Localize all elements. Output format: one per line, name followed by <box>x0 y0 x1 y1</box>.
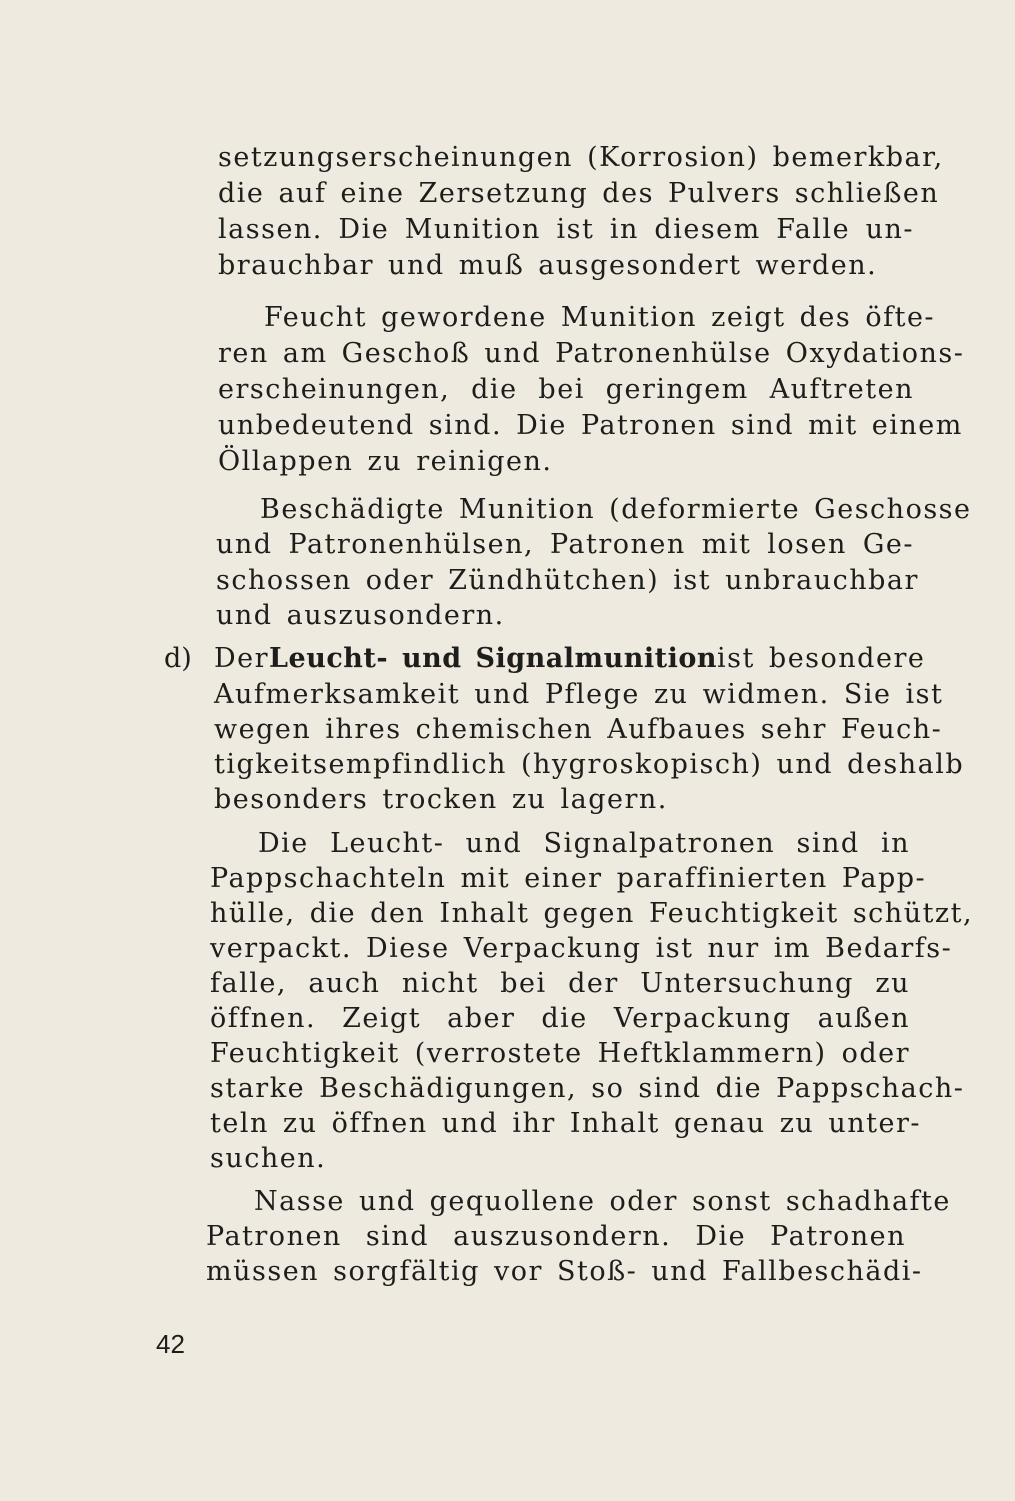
text-line: brauchbar und muß ausgesondert werden. <box>218 250 878 281</box>
text-line: teln zu öffnen und ihr Inhalt genau zu unter- <box>210 1108 922 1139</box>
text-line: Feuchtigkeit (verrostete Heftklammern) oder <box>210 1038 910 1069</box>
text-line: setzungserscheinungen (Korrosion) bemerkbar, <box>218 142 944 173</box>
text-line: verpackt. Diese Verpackung ist nur im Bedarfs- <box>210 933 953 964</box>
text-line: müssen sorgfältig vor Stoß- und Fallbeschädi- <box>206 1256 923 1287</box>
page-number: 42 <box>156 1329 185 1359</box>
text-line: Aufmerksamkeit und Pflege zu widmen. Sie ist <box>214 679 944 710</box>
text-line: unbedeutend sind. Die Patronen sind mit einem <box>218 410 963 441</box>
list-marker-d: d) <box>164 643 192 674</box>
text-line: öffnen. Zeigt aber die Verpackung außen <box>210 1003 910 1034</box>
text-line: erscheinungen, die bei geringem Auftreten <box>218 374 914 405</box>
text-line: starke Beschädigungen, so sind die Pappschach- <box>210 1073 965 1104</box>
text-line: suchen. <box>210 1143 327 1174</box>
text-line: hülle, die den Inhalt gegen Feuchtigkeit schützt, <box>210 898 974 929</box>
text-line: ren am Geschoß und Patronenhülse Oxydations- <box>218 338 965 369</box>
text-line: falle, auch nicht bei der Untersuchung zu <box>210 968 910 999</box>
text-line: Öllappen zu reinigen. <box>218 446 553 477</box>
text-line: Die Leucht- und Signalpatronen sind in <box>258 828 910 859</box>
text-run: Der <box>214 643 270 674</box>
text-line: tigkeitsempfindlich (hygroskopisch) und deshalb <box>214 749 965 780</box>
text-line: Patronen sind auszusondern. Die Patronen <box>206 1221 906 1252</box>
text-line: wegen ihres chemischen Aufbaues sehr Feuch- <box>214 714 943 745</box>
text-line-heading <box>214 641 926 677</box>
text-line: die auf eine Zersetzung des Pulvers schließen <box>218 178 940 209</box>
text-line: Feucht gewordene Munition zeigt des öfte- <box>264 302 936 333</box>
bold-term: Leucht- und Signalmunition <box>269 643 717 674</box>
text-line: und Patronenhülsen, Patronen mit losen Ge- <box>216 529 914 560</box>
text-line: schossen oder Zündhütchen) ist unbrauchbar <box>216 565 919 596</box>
text-line: und auszusondern. <box>216 600 505 631</box>
text-line: Beschädigte Munition (deformierte Geschosse <box>260 494 972 525</box>
text-line: Nasse und gequollene oder sonst schadhafte <box>254 1186 951 1217</box>
text-line: Pappschachteln mit einer paraffinierten Papp- <box>210 863 927 894</box>
text-line: besonders trocken zu lagern. <box>214 784 668 815</box>
text-line: lassen. Die Munition ist in diesem Falle un- <box>218 214 914 245</box>
text-run: ist besondere <box>717 643 926 674</box>
